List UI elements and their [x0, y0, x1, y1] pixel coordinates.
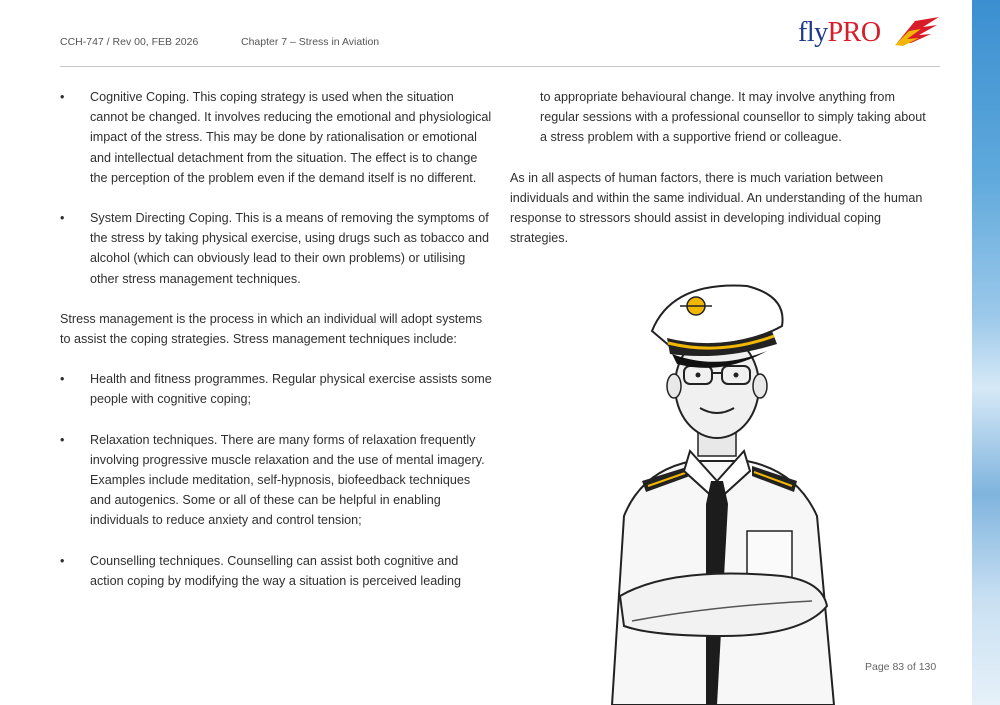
- paragraph: As in all aspects of human factors, there is much variation between individuals and within the same individual. An understanding of the human response to stressors should assist in developing individual coping strategies.: [510, 170, 923, 246]
- page-number: Page 83 of 130: [865, 661, 937, 673]
- chapter-title: Chapter 7 – Stress in Aviation: [241, 36, 380, 48]
- list-item: [60, 208, 492, 289]
- document-reference: CCH-747 / Rev 00, FEB 2026: [60, 36, 199, 48]
- bullet-text: Counselling techniques. Counselling can assist both cognitive and action coping by modifying the way a situation is perceived leading: [90, 553, 462, 588]
- list-item: [60, 369, 492, 409]
- left-column: [60, 87, 492, 611]
- logo-fly: fly: [798, 17, 828, 48]
- bullet-dot: •: [60, 211, 65, 226]
- list-item: [60, 87, 492, 188]
- wing-icon: [893, 15, 941, 47]
- right-column: [510, 87, 930, 268]
- logo-pro: PRO: [827, 17, 881, 48]
- pilot-illustration: [572, 276, 862, 705]
- bullet-dot: •: [60, 553, 65, 568]
- bullet-dot: •: [60, 372, 65, 387]
- bullet-text: Relaxation techniques. There are many forms of relaxation frequently involving progressive muscle relaxation and the use of mental imagery. Examples include meditation, self-hypnosis, biofeedback techniques and autogenics. Some or all of these can be helpful in enabling individuals to reduce anxiety and control tension;: [90, 432, 485, 528]
- list-item: [60, 551, 492, 591]
- header-divider: [60, 66, 940, 67]
- bullet-continuation: to appropriate behavioural change. It may involve anything from regular sessions with a professional counsellor to simply taking about a stress problem with a supportive friend or colleague.: [540, 90, 926, 145]
- bullet-text: Cognitive Coping. This coping strategy is used when the situation cannot be changed. It involves reducing the emotional and physiological impact of the stress. This may be done by rationalisation or emotional and intellectual detachment from the situation. The effect is to change the perception of the problem even if the demand itself is no different.: [90, 90, 492, 185]
- flypro-logo: [798, 15, 943, 55]
- list-item: [60, 430, 492, 531]
- bullet-text: Health and fitness programmes. Regular physical exercise assists some people with cognitive coping;: [90, 372, 492, 407]
- bullet-dot: •: [60, 432, 65, 447]
- paragraph: Stress management is the process in which an individual will adopt systems to assist the coping strategies. Stress management techniques include:: [60, 311, 483, 347]
- bullet-dot: •: [60, 90, 65, 104]
- bullet-text: System Directing Coping. This is a means of removing the symptoms of the stress by taking physical exercise, using drugs such as tobacco and alcohol (which can obviously lead to their own problems) or utilising other stress management techniques.: [90, 211, 490, 286]
- sky-edge-decoration: [972, 0, 1000, 705]
- logo-wordmark: [798, 17, 881, 49]
